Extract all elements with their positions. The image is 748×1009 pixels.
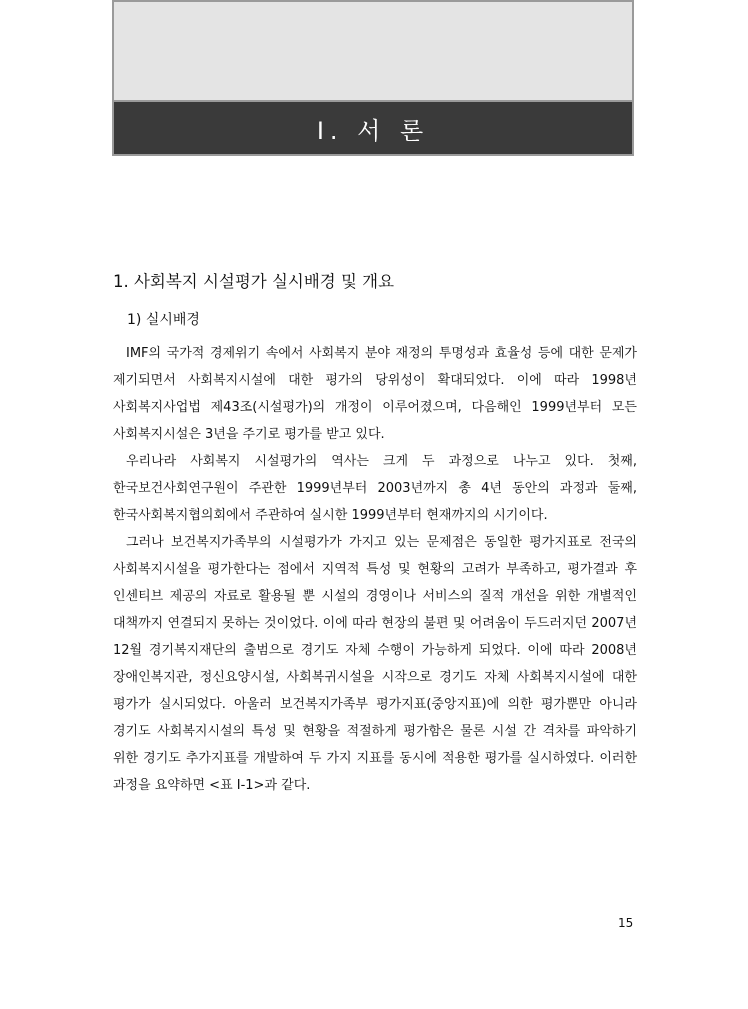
page-number: 15	[618, 916, 634, 930]
subsection-title: 1) 실시배경	[127, 312, 200, 328]
section-title: 1. 사회복지 시설평가 실시배경 및 개요	[113, 272, 395, 291]
chapter-header-box	[112, 0, 634, 156]
chapter-title: Ⅰ. 서 론	[316, 116, 430, 145]
chapter-title-band	[114, 100, 632, 154]
paragraph: 그러나 보건복지가족부의 시설평가가 가지고 있는 문제점은 동일한 평가지표로 전국의 사회복지시설을 평가한다는 점에서 지역적 특성 및 현황의 고려가 부족하고, 평가결과 후 인센티브 제공의 자료로 활용될 뿐 시설의 경영이나 서비스의 질적 개선을 위한 개별적인 대책까지 연결되지 못하는 것이었다. 이에 따라 현장의 불편 및 어려움이 두드러지던 2007년 12월 경기복지재단의 출범으로 경기도 자체 수행이 가능하게 되었다. 이에 따라 2008년 장애인복지관, 정신요양시설, 사회복귀시설을 시작으로 경기도 자체 사회복지시설에 대한 평가가 실시되었다. 아울러 보건복지가족부 평가지표(중앙지표)에 의한 평가뿐만 아니라 경기도 사회복지시설의 특성 및 현황을 적절하게 평가함은 물론 시설 간 격차를 파악하기 위한 경기도 추가지표를 개발하여 두 가지 지표를 동시에 적용한 평가를 실시하였다. 이러한 과정을 요약하면 <표 Ⅰ-1>과 같다.	[113, 535, 638, 793]
paragraph: IMF의 국가적 경제위기 속에서 사회복지 분야 재정의 투명성과 효율성 등에 대한 문제가 제기되면서 사회복지시설에 대한 평가의 당위성이 확대되었다. 이에 따라 1998년 사회복지사업법 제43조(시설평가)의 개정이 이루어졌으며, 다음해인 1999년부터 모든 사회복지시설은 3년을 주기로 평가를 받고 있다.	[113, 346, 637, 442]
paragraph: 우리나라 사회복지 시설평가의 역사는 크게 두 과정으로 나누고 있다. 첫째, 한국보건사회연구원이 주관한 1999년부터 2003년까지 총 4년 동안의 과정과 둘째, 한국사회복지협의회에서 주관하여 실시한 1999년부터 현재까지의 시기이다.	[113, 454, 637, 523]
body-text	[113, 340, 637, 799]
